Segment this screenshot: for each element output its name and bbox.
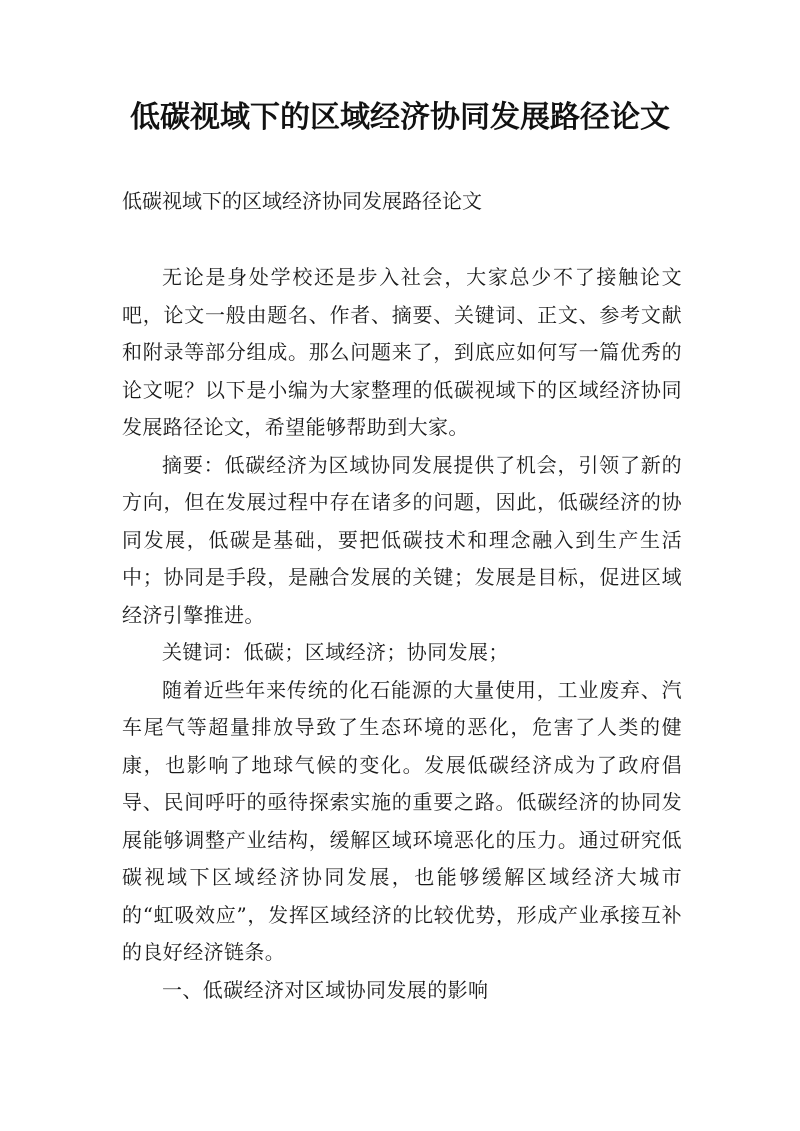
section-heading: 一、低碳经济对区域协同发展的影响 xyxy=(162,977,489,1002)
intro-paragraph: 无论是身处学校还是步入社会，大家总少不了接触论文吧，论文一般由题名、作者、摘要、关键词、正文、参考文献和附录等部分组成。那么问题来了，到底应如何写一篇优秀的论文呢？以下是小编为大家整理的低碳视域下的区域经济协同发展路径论文，希望能够帮助到大家。 xyxy=(122,265,682,439)
keywords-paragraph: 关键词：低碳；区域经济；协同发展； xyxy=(162,640,509,664)
document-body xyxy=(122,259,682,1009)
body-paragraph: 随着近些年来传统的化石能源的大量使用，工业废弃、汽车尾气等超量排放导致了生态环境的恶化，危害了人类的健康，也影响了地球气候的变化。发展低碳经济成为了政府倡导、民间呼吁的亟待探索实施的重要之路。低碳经济的协同发展能够调整产业结构，缓解区域环境恶化的压力。通过研究低碳视域下区域经济协同发展，也能够缓解区域经济大城市的“虹吸效应”，发挥区域经济的比较优势，形成产业承接互补的良好经济链条。 xyxy=(122,677,682,964)
abstract-paragraph: 摘要：低碳经济为区域协同发展提供了机会，引领了新的方向，但在发展过程中存在诸多的问题，因此，低碳经济的协同发展，低碳是基础，要把低碳技术和理念融入到生产生活中；协同是手段，是融合发展的关键；发展是目标，促进区域经济引擎推进。 xyxy=(122,452,682,627)
document-subtitle: 低碳视域下的区域经济协同发展路径论文 xyxy=(122,189,482,213)
document-title: 低碳视域下的区域经济协同发展路径论文 xyxy=(130,100,670,135)
